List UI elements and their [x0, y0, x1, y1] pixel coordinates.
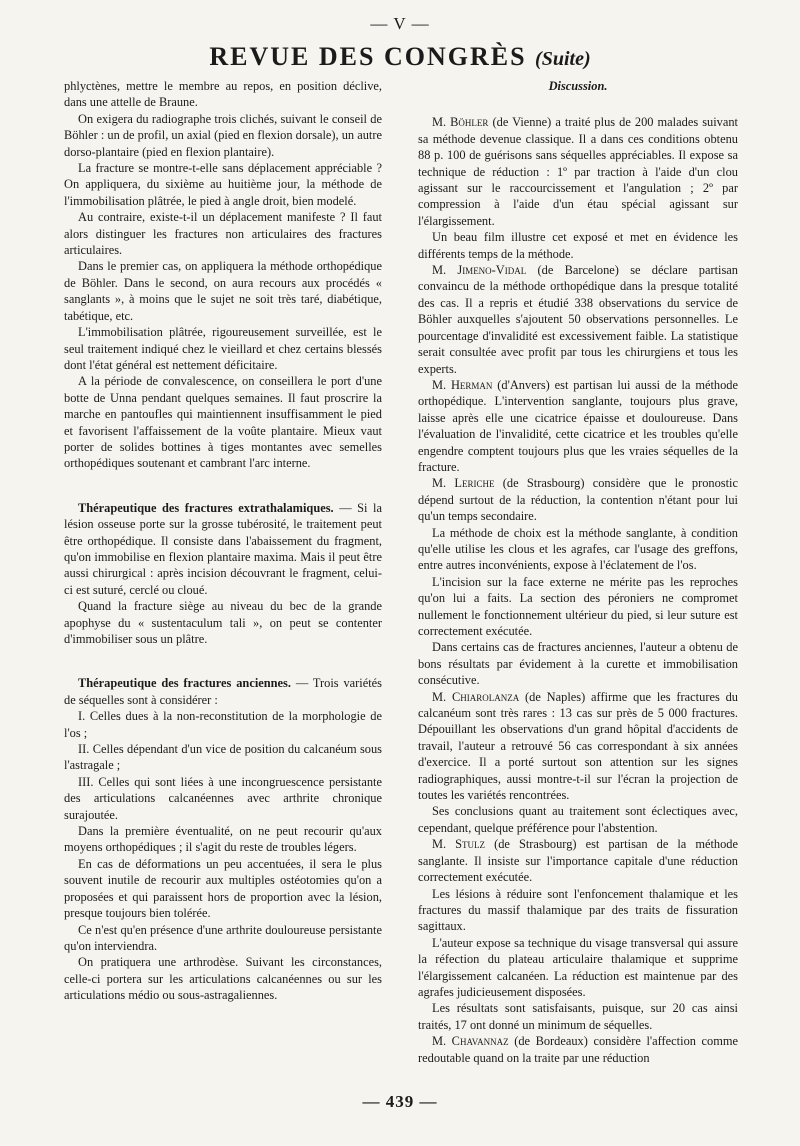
paragraph: En cas de déformations un peu accentuées, il sera le plus souvent inutile de recourir aux multiples ostéotomies qu'on a proposées et qui paraissent hors de proportion avec la lésion, presque toujours bien tolérée. — [64, 856, 382, 921]
speaker-name: M. Leriche — [432, 476, 495, 491]
paragraph: Ses conclusions quant au traitement sont éclectiques avec, cependant, quelque préférence pour l'abstention. — [418, 804, 738, 835]
paragraph: Dans le premier cas, on appliquera la méthode orthopédique de Böhler. Dans le second, on aura recours aux procédés « sanglants », à moins que le sujet ne soit très taré, diabétique, tabétique, etc. — [64, 259, 382, 323]
speaker-name: M. Böhler — [432, 115, 489, 130]
section-paragraph — [64, 500, 382, 598]
page-header — [0, 42, 800, 72]
paragraph: L'immobilisation plâtrée, rigoureusement surveillée, est le seul traitement indiqué chez le vieillard et chez certains blessés dont l'état général est nettement déficitaire. — [64, 325, 382, 372]
paragraph: A la période de convalescence, on conseillera le port d'une botte de Unna pendant quelques semaines. Il faut proscrire la marche en pantoufles qui maintiennent insuffisamment le pied et favorisent l'affaissement de la voûte plantaire. Mieux vaut porter de solides bottines à tiges montantes avec semelles orthopédiques soutenant et cambrant l'arc interne. — [64, 374, 382, 471]
section-text: — Trois variétés de séquelles sont à considérer : — [64, 676, 382, 707]
speaker-name: M. Stulz — [432, 837, 486, 852]
paragraph-text: (de Strasbourg) considère que le pronostic dépend surtout de la réduction, la contention n'étant pour lui qu'un temps secondaire. — [418, 476, 738, 524]
paragraph-text: (de Vienne) a traité plus de 200 malades suivant sa méthode devenue classique. Il a dans ces conditions obtenu 88 p. 100 de guérisons sans séquelles appréciables. Il expose sa technique de réduction : 1º par traction à l'aide d'un clou agissant sur le raccourcissement et l'angulation ; 2º par compression à l'aide d'un étau spécial agissant sur l'élargissement. — [418, 115, 738, 228]
paragraph: Un beau film illustre cet exposé et met en évidence les différents temps de la méthode. — [418, 230, 738, 261]
paragraph — [418, 377, 738, 475]
paragraph: III. Celles qui sont liées à une incongruescence persistante des articulations calcanéennes avec arthrite chronique surajoutée. — [64, 774, 382, 822]
paragraph-text: (de Strasbourg) est partisan de la méthode sanglante. Il insiste sur l'importance capitale d'une réduction correctement exécutée. — [418, 837, 738, 885]
paragraph — [418, 836, 738, 885]
paragraph — [418, 1033, 738, 1066]
paragraph: II. Celles dépendant d'un vice de position du calcanéum sous l'astragale ; — [64, 742, 382, 773]
paragraph: L'auteur expose sa technique du visage transversal qui assure la réfection du plateau articulaire thalamique et supprime l'élargissement calcanéen. La réduction est maintenue par des agrafes judicieusement disposées. — [418, 935, 738, 999]
paragraph: Ce n'est qu'en présence d'une arthrite douloureuse persistante qu'on interviendra. — [64, 922, 382, 953]
header-suite: (Suite) — [535, 48, 591, 70]
page-number: — 439 — — [362, 1092, 438, 1111]
header-title: REVUE DES CONGRÈS — [209, 42, 527, 71]
paragraph-text: (de Bordeaux) considère l'affection comme redoutable quand on la traite par une réduction — [418, 1034, 738, 1065]
section-heading: Thérapeutique des fractures extrathalamiques. — [78, 500, 334, 515]
paragraph: On pratiquera une arthrodèse. Suivant les circonstances, celle-ci portera sur les articulations calcanéennes ou sur les articulations médio ou sous-astragaliennes. — [64, 955, 382, 1003]
left-column — [64, 78, 382, 1004]
paragraph: La méthode de choix est la méthode sanglante, à condition qu'elle utilise les clous et les agrafes, car l'usage des greffons, entre autres inconvénients, expose à l'éclatement de l'os. — [418, 525, 738, 573]
paragraph-text: (d'Anvers) est partisan lui aussi de la méthode orthopédique. L'intervention sanglante, toujours plus grave, laisse après elle une cicatrice épaisse et douloureuse. Dans l'évaluation de l'invalidité, cette cicatrice et les troubles qu'elle engendre comptent toujours plus que les vraies séquelles de la fracture. — [418, 377, 738, 474]
paragraph-text: (de Barcelone) se déclare partisan convaincu de la méthode orthopédique dans la presque totalité des cas. Il a repris et étudié 338 observations du service de Böhler auxquelles s'ajoutent 50 observations personnelles. Le pourcentage d'invalidité est excessivement faible. La statistique serait consultée avec profit par tous les chirurgiens et tous les experts. — [418, 263, 738, 376]
paragraph: Les lésions à réduire sont l'enfoncement thalamique et les fractures du massif thalamique par des traits de fissuration sagittaux. — [418, 886, 738, 934]
paragraph: Quand la fracture siège au niveau du bec de la grande apophyse du « sustentaculum tali », on peut se contenter d'immobiliser sous un plâtre. — [64, 599, 382, 646]
paragraph: Les résultats sont satisfaisants, puisque, sur 20 cas ainsi traités, 17 ont donné un minimum de séquelles. — [418, 1001, 738, 1032]
speaker-name: M. Jimeno-Vidal — [432, 263, 527, 278]
right-column — [418, 78, 738, 1066]
paragraph: L'incision sur la face externe ne mérite pas les reproches qu'on lui a faits. La section des péroniers ne compromet nullement le fonctionnement ultérieur du pied, si leur suture est correctement exécutée. — [418, 574, 738, 638]
section-paragraph — [64, 675, 382, 708]
paragraph: La fracture se montre-t-elle sans déplacement appréciable ? On appliquera, du sixième au huitième jour, la méthode de l'immobilisation plâtrée, le pied à angle droit, bien modelé. — [64, 161, 382, 208]
section-text: — Si la lésion osseuse porte sur la grosse tubérosité, le traitement peut être orthopédique. Il consiste dans l'abaissement du fragment, qu'on immobilise en flexion plantaire maxima. Mais il peut être aussi chirurgical : après incision découvrant le fragment, celui-ci est suturé, cerclé ou cloué. — [64, 500, 382, 597]
section-folio: — V — — [370, 14, 430, 33]
paragraph — [418, 475, 738, 524]
discussion-heading: Discussion. — [548, 79, 608, 93]
paragraph: Dans certains cas de fractures anciennes, l'auteur a obtenu de bons résultats par évidement à la curette et immobilisation consécutive. — [418, 640, 738, 688]
paragraph: phlyctènes, mettre le membre au repos, en position déclive, dans une attelle de Braune. — [64, 79, 382, 110]
paragraph: On exigera du radiographe trois clichés, suivant le conseil de Böhler : un de profil, un axial (pied en flexion dorsale), un autre dorso-plantaire (pied en flexion plantaire). — [64, 111, 382, 159]
speaker-name: M. Chavannaz — [432, 1034, 509, 1049]
paragraph: Au contraire, existe-t-il un déplacement manifeste ? Il faut alors distinguer les fractures non articulaires des fractures articulaires. — [64, 210, 382, 258]
paragraph: I. Celles dues à la non-reconstitution de la morphologie de l'os ; — [64, 709, 382, 740]
section-heading: Thérapeutique des fractures anciennes. — [78, 676, 291, 691]
paragraph: Dans la première éventualité, on ne peut recourir qu'aux moyens orthopédiques ; il s'agit du reste de troubles légers. — [64, 824, 382, 855]
paragraph — [418, 689, 738, 804]
paragraph — [418, 114, 738, 229]
speaker-name: M. Chiarolanza — [432, 689, 520, 704]
speaker-name: M. Herman — [432, 377, 493, 392]
paragraph — [418, 262, 738, 377]
paragraph-text: (de Naples) affirme que les fractures du calcanéum sont très rares : 13 cas sur près de 5 000 fractures. Dépouillant les observations d'un grand hôpital d'accidents de travail, l'auteur a retrouvé 56 cas correspondant à six années d'exercice. Il a porté surtout son attention sur les signes radiographiques, aussi montre-t-il sur l'écran la projection de toutes les variétés rencontrées. — [418, 689, 738, 803]
